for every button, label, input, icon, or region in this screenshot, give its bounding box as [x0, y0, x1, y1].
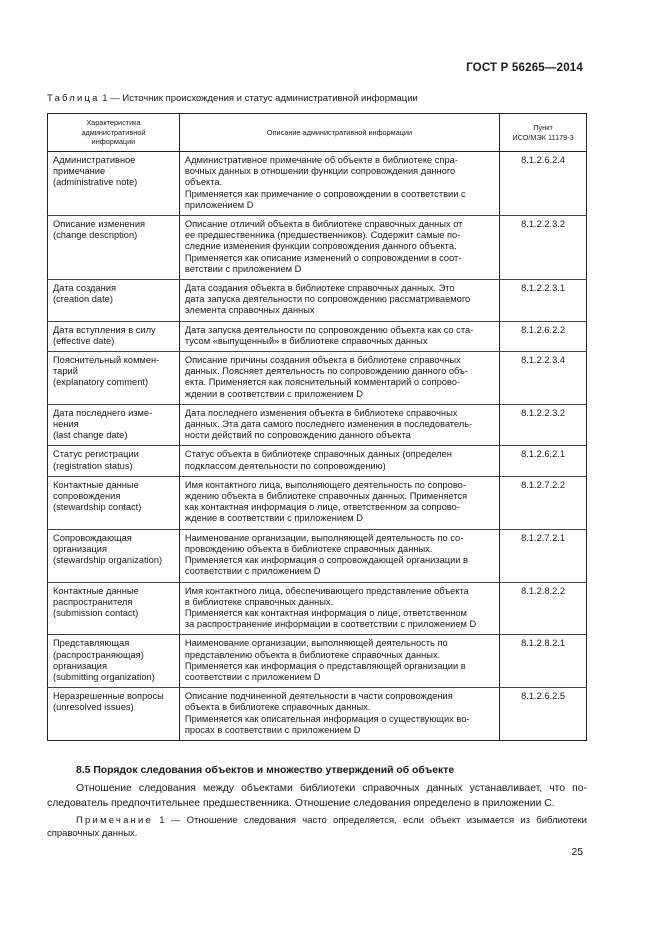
cell-clause: 8.1.2.8.2.2 [500, 582, 587, 635]
cell-characteristic: Контактные данные распространителя (submission contact) [48, 582, 180, 635]
cell-characteristic: Неразрешенные вопросы (unresolved issues) [48, 688, 180, 741]
cell-description: Наименование организации, выполняющей деятельность по со- провождению объекта в библиотеке справочных данных. Применяется как информация о сопровождающей организации в соответствии с приложением D [179, 529, 499, 582]
table-row [48, 216, 587, 280]
cell-description: Наименование организации, выполняющей деятельность по представлению объекта в библиотеке справочных данных. Применяется как информация о представляющей организации в соответствии с приложением D [179, 635, 499, 688]
header-characteristic: Характеристика административной информации [48, 114, 180, 152]
cell-characteristic: Описание изменения (change description) [48, 216, 180, 280]
table-row [48, 635, 587, 688]
table-row [48, 280, 587, 322]
cell-clause: 8.1.2.8.2.1 [500, 635, 587, 688]
cell-characteristic: Дата вступления в силу (effective date) [48, 321, 180, 351]
cell-characteristic: Представляющая (распространяющая) организация (submitting organization) [48, 635, 180, 688]
table-caption-number: 1 [99, 93, 108, 104]
cell-clause: 8.1.2.7.2.2 [500, 476, 587, 529]
cell-characteristic: Статус регистрации (registration status) [48, 446, 180, 476]
table-row [48, 404, 587, 446]
table-row [48, 446, 587, 476]
cell-clause: 8.1.2.6.2.2 [500, 321, 587, 351]
table-row [48, 476, 587, 529]
table-row [48, 321, 587, 351]
cell-clause: 8.1.2.6.2.5 [500, 688, 587, 741]
cell-clause: 8.1.2.2.3.4 [500, 352, 587, 405]
section-paragraph: Отношение следования между объектами библиотеки справочных данных устанавливает, что по- следователь предпочтительнее предшественника. Отношение следования определено в приложении С. [47, 783, 587, 809]
table-caption [47, 93, 418, 104]
cell-description: Дата последнего изменения объекта в библиотеке справочных данных. Эта дата самого последнего изменения в последователь- ности действий по сопровождению данного объекта [179, 404, 499, 446]
cell-description: Дата запуска деятельности по сопровождению объекта как со ста- тусом «выпущенный» в библиотеке справочных данных [179, 321, 499, 351]
section-heading: 8.5 Порядок следования объектов и множество утверждений об объекте [76, 765, 455, 776]
table-row [48, 529, 587, 582]
cell-clause: 8.1.2.2.3.1 [500, 280, 587, 322]
cell-characteristic: Дата последнего изме- нения (last change date) [48, 404, 180, 446]
header-description: Описание административной информации [179, 114, 499, 152]
cell-clause: 8.1.2.7.2.1 [500, 529, 587, 582]
cell-characteristic: Дата создания (creation date) [48, 280, 180, 322]
cell-clause: 8.1.2.2.3.2 [500, 216, 587, 280]
cell-clause: 8.1.2.2.3.2 [500, 404, 587, 446]
cell-characteristic: Сопровождающая организация (stewardship organization) [48, 529, 180, 582]
cell-description: Имя контактного лица, обеспечивающего представление объекта в библиотеке справочных данных. Применяется как контактная информация о лице, ответственном за распространение информации в соответствии с приложением D [179, 582, 499, 635]
cell-description: Статус объекта в библиотеке справочных данных (определен подклассом деятельности по сопровождению) [179, 446, 499, 476]
cell-characteristic: Административное примечание (administrative note) [48, 152, 180, 216]
note: Примечание 1 — Отношение следования часто определяется, если объект изымается из библиотеки справочных данных. [47, 815, 587, 839]
cell-description: Описание отличий объекта в библиотеке справочных данных от ее предшественника (предшественников). Содержит самые по- следние изменения функции сопровождения данного объекта. Применяется как описание изменений о сопровождении в соот- ветствии с приложением D [179, 216, 499, 280]
table-caption-label: Таблица [47, 93, 100, 104]
table-caption-text: — Источник происхождения и статус административной информации [107, 93, 418, 104]
cell-characteristic: Пояснительный коммен- тарий (explanatory comment) [48, 352, 180, 405]
note-number: 1 [153, 815, 165, 826]
page-number: 25 [571, 847, 583, 858]
table-row [48, 688, 587, 741]
table-row [48, 152, 587, 216]
note-text: — Отношение следования часто определяется, если объект изымается из библиотеки [164, 815, 587, 826]
table-row [48, 352, 587, 405]
table-row [48, 582, 587, 635]
table-header-row [48, 114, 587, 152]
cell-description: Имя контактного лица, выполняющего деятельность по сопрово- ждению объекта в библиотеке справочных данных. Применяется как контактная информация о лице, ответственном за сопрово- ждение в соответствии с приложением D [179, 476, 499, 529]
document-code: ГОСТ Р 56265—2014 [466, 62, 583, 74]
cell-description: Административное примечание об объекте в библиотеке спра- вочных данных в отношении функции сопровождения данного объекта. Применяется как примечание о сопровождении в соответствии с приложением D [179, 152, 499, 216]
cell-description: Описание подчиненной деятельности в части сопровождения объекта в библиотеке справочных данных. Применяется как описательная информация о существующих во- просах в соответствии с приложением D [179, 688, 499, 741]
header-clause: Пункт ИСО/МЭК 11179-3 [500, 114, 587, 152]
cell-description: Описание причины создания объекта в библиотеке справочных данных. Поясняет деятельность по сопровождению данного объ- екта. Применяется как пояснительный комментарий о сопрово- ждении в соответствии с приложением D [179, 352, 499, 405]
administrative-info-table [47, 113, 587, 741]
cell-clause: 8.1.2.6.2.1 [500, 446, 587, 476]
cell-description: Дата создания объекта в библиотеке справочных данных. Это дата запуска деятельности по сопровождению рассматриваемого элемента справочных данных [179, 280, 499, 322]
note-label: Примечание [76, 815, 153, 826]
cell-clause: 8.1.2.6.2.4 [500, 152, 587, 216]
cell-characteristic: Контактные данные сопровождения (stewardship contact) [48, 476, 180, 529]
